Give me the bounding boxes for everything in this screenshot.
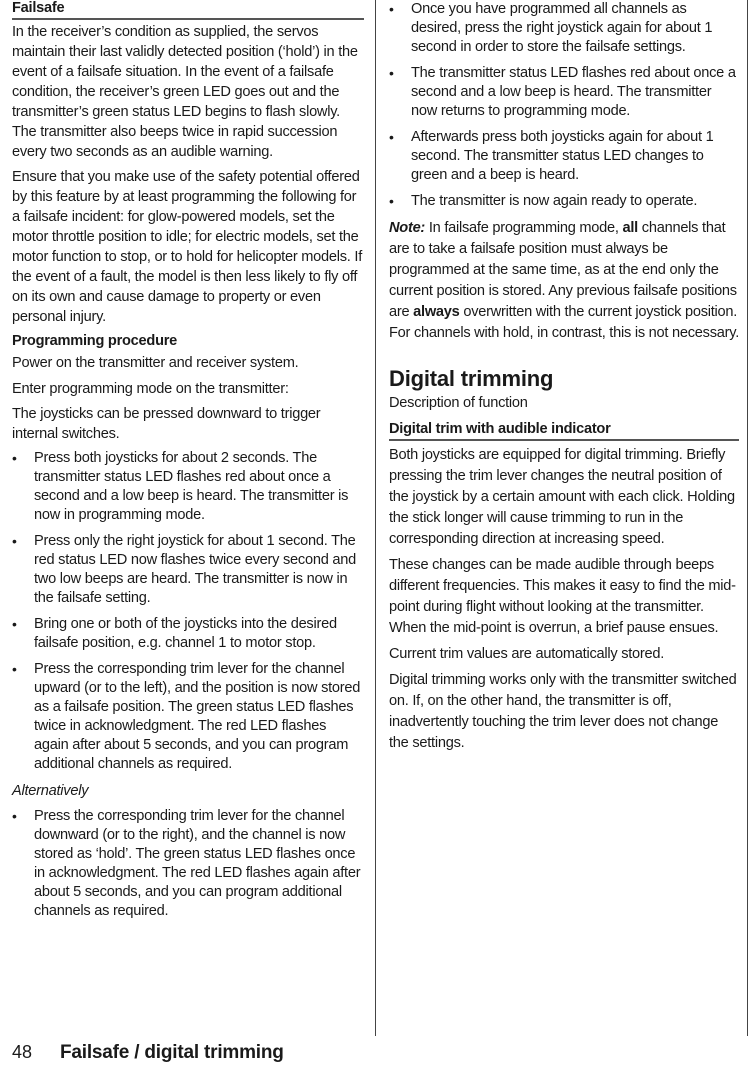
list-item xyxy=(389,192,739,211)
bullet-icon: • xyxy=(389,1,394,17)
bullet-icon: • xyxy=(12,616,17,632)
list-item xyxy=(389,64,739,121)
list-item xyxy=(12,615,364,653)
note-paragraph xyxy=(389,218,739,344)
list-item-text: Afterwards press both joysticks again for about 1 second. The transmitter status LED changes to green and a beep is heard. xyxy=(411,129,714,183)
list-item-text: The transmitter is now again ready to operate. xyxy=(411,193,698,209)
list-item-text: Press both joysticks for about 2 seconds. The transmitter status LED flashes red about once a second and a low beep is heard. The transmitter is now in programming mode. xyxy=(34,450,349,523)
list-item xyxy=(12,807,364,921)
bullet-icon: • xyxy=(389,129,394,145)
digital-trim-paragraph-4: Digital trimming works only with the transmitter switched on. If, on the other hand, the transmitter is off, inadvertently touching the trim lever does not change the settings. xyxy=(389,672,737,751)
note-label: Note: xyxy=(389,220,426,236)
list-item xyxy=(12,660,364,774)
digital-trim-paragraph-3: Current trim values are automatically stored. xyxy=(389,646,665,662)
note-text-1: In failsafe programming mode, xyxy=(425,220,623,236)
failsafe-safety-paragraph: Ensure that you make use of the safety potential offered by this feature by at least programming the following for a failsafe incident: for glow-powered models, set the motor throttle position to idle; for electric models, set the motor function to stop, or to hold for helicopter models. If the event of a fault, the model is then less likely to fly off on its own and cause damage to property or even personal injury. xyxy=(12,169,363,325)
digital-trimming-title: Digital trimming xyxy=(389,366,554,391)
list-item-text: Once you have programmed all channels as desired, press the right joystick again for about 1 second in order to store the failsafe settings. xyxy=(411,1,713,55)
alternatively-label: Alternatively xyxy=(12,783,89,799)
note-emphasis-all: all xyxy=(622,220,638,236)
bullet-icon: • xyxy=(12,808,17,824)
column-divider xyxy=(375,0,376,1036)
left-column xyxy=(12,0,364,928)
right-column xyxy=(389,0,739,759)
description-of-function: Description of function xyxy=(389,395,528,411)
page-right-border xyxy=(747,0,748,1036)
page-footer xyxy=(12,1040,284,1065)
alternative-steps-list xyxy=(12,807,364,921)
footer-title: Failsafe / digital trimming xyxy=(60,1042,284,1063)
note-emphasis-always: always xyxy=(413,304,460,320)
list-item xyxy=(12,449,364,525)
list-item-text: Press only the right joystick for about 1 second. The red status LED now flashes twice every second and two low beeps are heard. The transmitter is now in the failsafe setting. xyxy=(34,533,356,606)
list-item xyxy=(389,0,739,57)
page-number: 48 xyxy=(12,1042,33,1062)
bullet-icon: • xyxy=(12,533,17,549)
digital-trim-heading: Digital trim with audible indicator xyxy=(389,420,739,441)
list-item-text: Press the corresponding trim lever for the channel upward (or to the left), and the position is now stored as a failsafe position. The green status LED flashes twice in acknowledgment. The red LED flashes again after about 5 seconds, and you can program additional channels as required. xyxy=(34,661,361,772)
note-text-3: overwritten with the current joystick position. For channels with hold, in contrast, this is not necessary. xyxy=(389,304,739,341)
bullet-icon: • xyxy=(12,661,17,677)
programming-steps-list xyxy=(12,449,364,774)
programming-procedure-heading: Programming procedure xyxy=(12,333,178,349)
list-item-text: The transmitter status LED flashes red about once a second and a low beep is heard. The transmitter now returns to programming mode. xyxy=(411,65,736,119)
list-item xyxy=(389,128,739,185)
bullet-icon: • xyxy=(389,193,394,209)
enter-programming-paragraph: Enter programming mode on the transmitter: xyxy=(12,381,289,397)
digital-trim-paragraph-2: These changes can be made audible through beeps different frequencies. This makes it easy to find the mid-point during flight without looking at the transmitter. When the mid-point is overrun, a brief pause ensues. xyxy=(389,557,736,636)
list-item-text: Press the corresponding trim lever for the channel downward (or to the right), and the channel is now stored as ‘hold’. The green status LED flashes once in acknowledgment. The red LED flashes again after about 5 seconds, and you can program additional channels as required. xyxy=(34,808,361,919)
list-item xyxy=(12,532,364,608)
list-item-text: Bring one or both of the joysticks into the desired failsafe position, e.g. channel 1 to motor stop. xyxy=(34,616,337,651)
note-text-2: channels that are to take a failsafe position must always be programmed at the same time, as at the end only the current position is stored. Any previous failsafe positions are xyxy=(389,220,737,320)
power-on-paragraph: Power on the transmitter and receiver system. xyxy=(12,355,299,371)
bullet-icon: • xyxy=(389,65,394,81)
completion-steps-list xyxy=(389,0,739,211)
failsafe-intro-paragraph: In the receiver’s condition as supplied, the servos maintain their last validly detected position (‘hold’) in the event of a failsafe situation. In the event of a failsafe condition, the receiver’s green LED goes out and the transmitter’s green status LED begins to flash slowly. The transmitter also beeps twice in rapid succession every two seconds as an audible warning. xyxy=(12,24,358,160)
failsafe-title: Failsafe xyxy=(12,0,364,20)
digital-trim-paragraph-1: Both joysticks are equipped for digital trimming. Briefly pressing the trim lever changes the neutral position of the joystick by a certain amount with each click. Holding the stick longer will cause trimming to run in the corresponding direction at increasing speed. xyxy=(389,447,735,547)
bullet-icon: • xyxy=(12,450,17,466)
joystick-switch-paragraph: The joysticks can be pressed downward to trigger internal switches. xyxy=(12,406,321,442)
